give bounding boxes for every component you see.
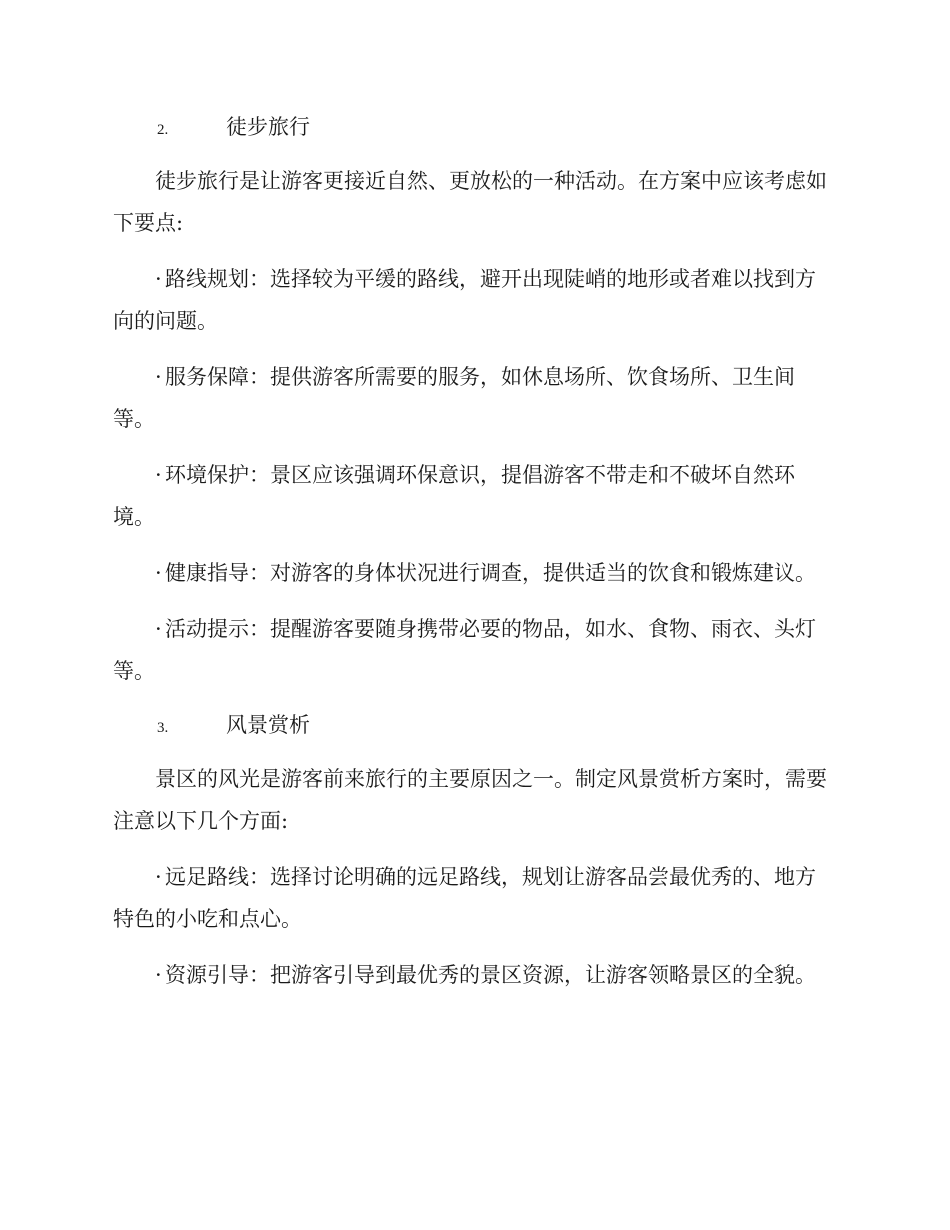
list-item [113,954,828,996]
bullet-icon: · [155,463,162,487]
bullet-icon: · [155,865,162,889]
section-intro: 景区的风光是游客前来旅行的主要原因之一。制定风景赏析方案时，需要注意以下几个方面: [113,767,827,833]
section-number: 2. [157,122,169,138]
bullet-icon: · [155,365,162,389]
list-item-text: 活动提示：提醒游客要随身携带必要的物品，如水、食物、雨衣、头灯等。 [113,617,816,683]
section-heading [113,706,828,744]
list-item [113,356,828,440]
list-item-text: 服务保障：提供游客所需要的服务，如休息场所、饮食场所、卫生间等。 [113,365,795,431]
bullet-icon: · [155,963,162,987]
list-item [113,856,828,940]
list-item [113,258,828,342]
section-title: 风景赏析 [226,713,310,737]
list-item-text: 远足路线：选择讨论明确的远足路线，规划让游客品尝最优秀的、地方特色的小吃和点心。 [113,865,816,931]
list-item-text: 资源引导：把游客引导到最优秀的景区资源，让游客领略景区的全貌。 [165,963,816,987]
section-intro: 徒步旅行是让游客更接近自然、更放松的一种活动。在方案中应该考虑如下要点: [113,169,827,235]
section-title: 徒步旅行 [226,115,310,139]
section-heading [113,108,828,146]
list-item [113,454,828,538]
bullet-icon: · [155,617,162,641]
bullet-icon: · [155,561,162,585]
list-item-text: 健康指导：对游客的身体状况进行调查，提供适当的饮食和锻炼建议。 [165,561,816,585]
bullet-icon: · [155,267,162,291]
list-item-text: 路线规划：选择较为平缓的路线，避开出现陡峭的地形或者难以找到方向的问题。 [113,267,816,333]
document-body [113,108,828,1010]
list-item-text: 环境保护：景区应该强调环保意识，提倡游客不带走和不破坏自然环境。 [113,463,795,529]
list-item [113,552,828,594]
list-item [113,608,828,692]
section-number: 3. [157,720,169,736]
